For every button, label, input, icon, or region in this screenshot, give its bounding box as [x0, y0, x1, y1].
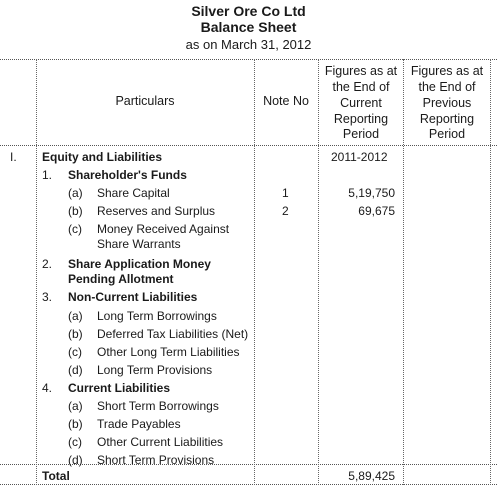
header-bottom-rule: [0, 145, 497, 146]
item-letter: (b): [68, 417, 83, 431]
total-label: Total: [42, 469, 70, 483]
item-label: Short Term Borrowings: [97, 399, 219, 413]
group-number: 2.: [42, 257, 53, 271]
group-label-non-current-liabilities: Non-Current Liabilities: [68, 290, 198, 304]
item-letter: (a): [68, 186, 83, 200]
item-letter: (a): [68, 399, 83, 413]
table-top-rule: [0, 59, 497, 60]
col-header-previous-line: Figures as at: [410, 64, 484, 78]
group-label-share-application: Share Application Money: [68, 257, 211, 271]
item-letter: (c): [68, 345, 82, 359]
col-header-current-line: Period: [342, 127, 380, 141]
col-header-particulars: Particulars: [115, 94, 175, 108]
col-divider-1: [36, 59, 37, 485]
item-letter: (c): [68, 222, 82, 236]
group-number: 1.: [42, 168, 53, 182]
col-header-previous-line: Reporting: [419, 112, 475, 126]
item-label: Other Long Term Liabilities: [97, 345, 240, 359]
item-label: Share Capital: [97, 186, 170, 200]
item-note: 1: [282, 186, 289, 200]
col-header-current-line: Reporting: [333, 112, 389, 126]
group-number: 4.: [42, 381, 53, 395]
col-header-note-no: Note No: [263, 94, 309, 108]
group-label-share-application: Pending Allotment: [68, 272, 174, 286]
section-year: 2011-2012: [331, 150, 388, 164]
col-header-previous-line: Period: [428, 127, 466, 141]
group-number: 3.: [42, 290, 53, 304]
col-header-current-line: the End of: [332, 80, 390, 94]
item-label: Long Term Provisions: [97, 363, 213, 377]
col-header-current-line: Current: [340, 96, 382, 110]
company-name: Silver Ore Co Ltd: [191, 3, 306, 19]
item-label: Short Term Provisions: [97, 453, 215, 467]
item-label: Deferred Tax Liabilities (Net): [97, 327, 249, 341]
statement-title: Balance Sheet: [200, 19, 297, 35]
col-header-current-line: Figures as at: [324, 64, 398, 78]
section-roman: I.: [10, 150, 17, 164]
item-label: Share Warrants: [97, 237, 181, 251]
section-label: Equity and Liabilities: [42, 150, 163, 164]
item-label: Other Current Liabilities: [97, 435, 224, 449]
item-current-value: 69,675: [358, 204, 395, 218]
item-letter: (d): [68, 363, 83, 377]
item-label: Trade Payables: [97, 417, 181, 431]
col-header-previous-line: the End of: [418, 80, 476, 94]
col-divider-2: [254, 59, 255, 485]
item-label: Reserves and Surplus: [97, 204, 216, 218]
item-letter: (d): [68, 453, 83, 467]
item-current-value: 5,19,750: [348, 186, 395, 200]
group-label-current-liabilities: Current Liabilities: [68, 381, 171, 395]
col-header-previous-line: Previous: [422, 96, 472, 110]
item-label: Money Received Against: [97, 222, 230, 236]
item-label: Long Term Borrowings: [97, 309, 217, 323]
item-letter: (b): [68, 204, 83, 218]
item-note: 2: [282, 204, 289, 218]
item-letter: (b): [68, 327, 83, 341]
total-current-value: 5,89,425: [348, 469, 395, 483]
group-label-shareholders-funds: Shareholder's Funds: [68, 168, 187, 182]
statement-date: as on March 31, 2012: [185, 37, 312, 52]
item-letter: (a): [68, 309, 83, 323]
item-letter: (c): [68, 435, 82, 449]
total-bottom-rule: [0, 484, 497, 485]
